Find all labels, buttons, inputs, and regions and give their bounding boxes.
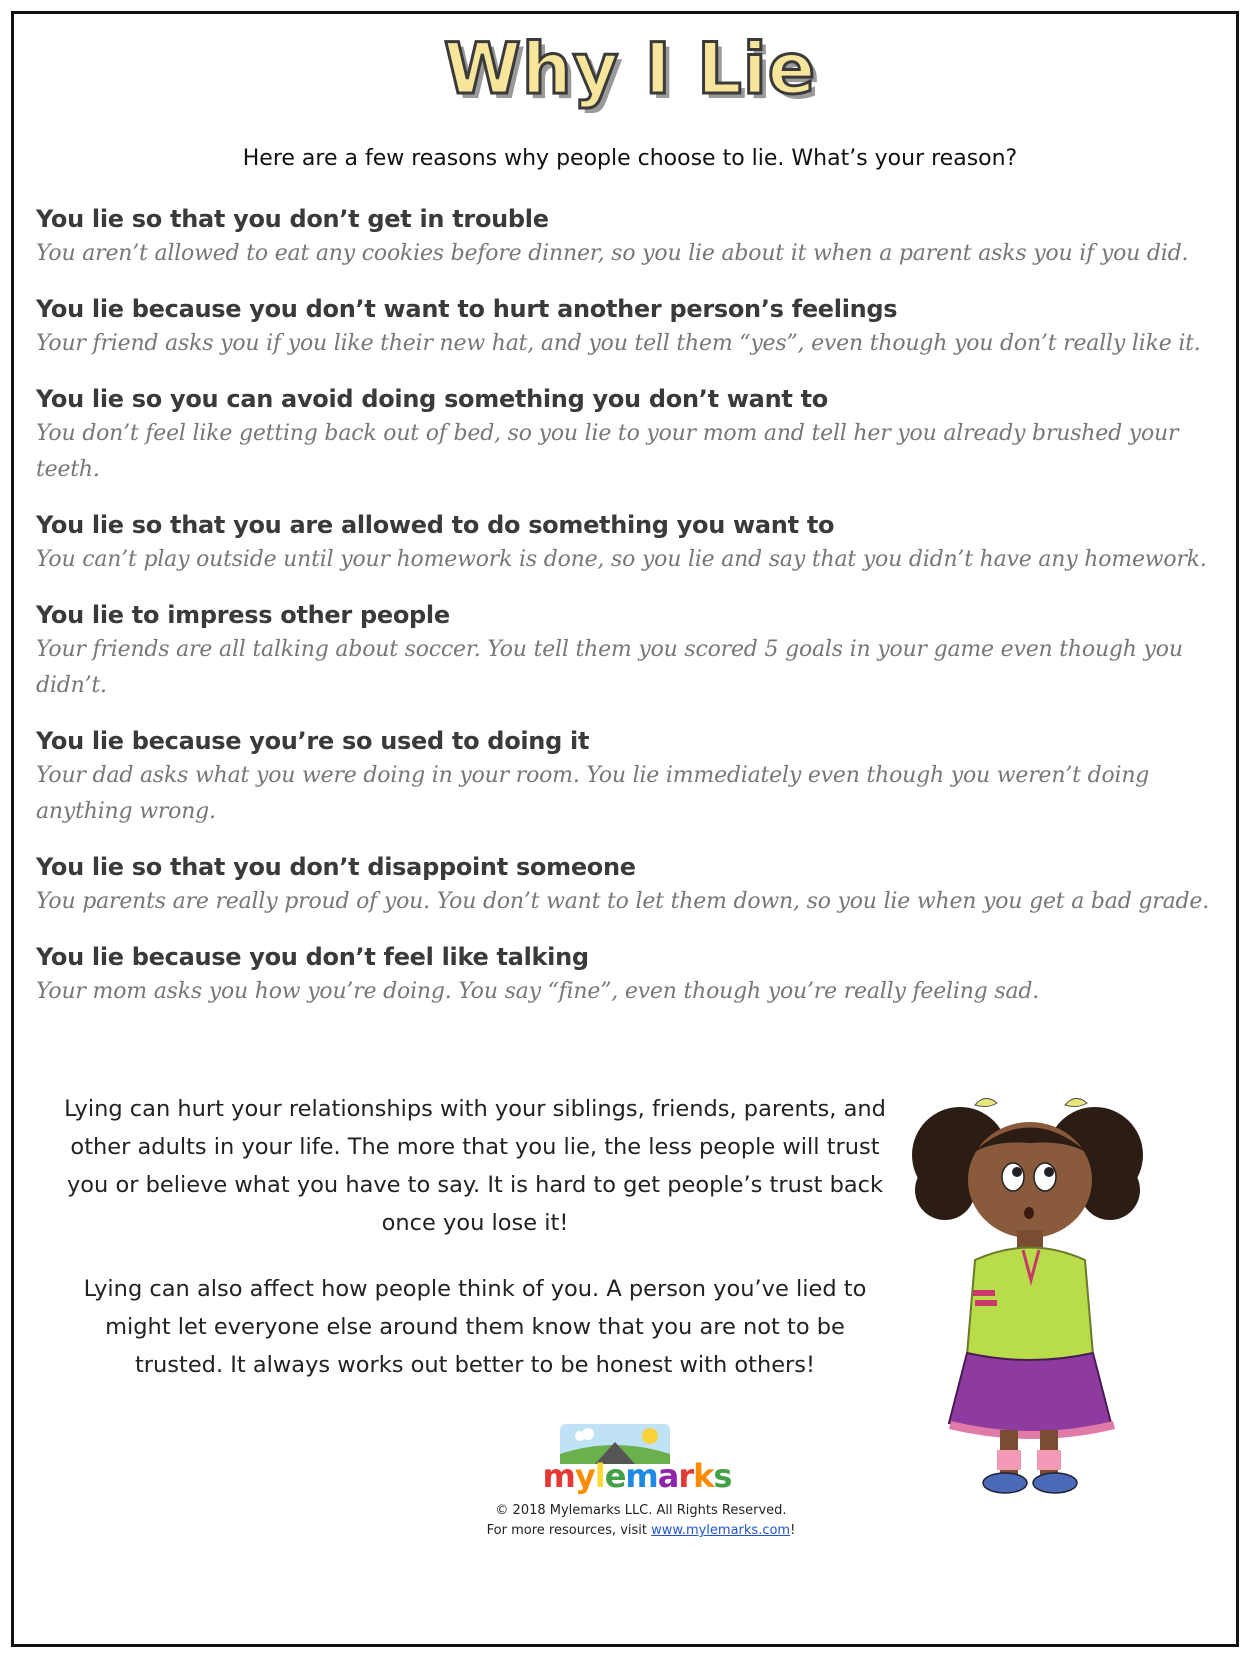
- reason-example: Your friends are all talking about soccer. You tell them you scored 5 goals in your game even though you didn’t.: [36, 637, 1183, 698]
- reason-example: Your dad asks what you were doing in your room. You lie immediately even though you weren’t doing anything wrong.: [36, 763, 1150, 824]
- reason-item: [36, 850, 1226, 920]
- reasons-list: [36, 202, 1226, 1030]
- reason-item: [36, 940, 1226, 1010]
- brand-letter: s: [713, 1457, 732, 1495]
- brand-letter: m: [625, 1457, 658, 1495]
- more-resources: [22, 1523, 1260, 1538]
- brand-letter: e: [604, 1457, 626, 1495]
- reason-example: Your friend asks you if you like their new hat, and you tell them “yes”, even though you don’t really like it.: [36, 331, 1201, 356]
- brand-letter: k: [693, 1457, 714, 1495]
- reason-heading: You lie so that you don’t disappoint someone: [36, 853, 636, 881]
- reason-heading: You lie so you can avoid doing something you don’t want to: [36, 385, 828, 413]
- reason-heading: You lie to impress other people: [36, 601, 450, 629]
- reason-example: You aren’t allowed to eat any cookies before dinner, so you lie about it when a parent asks you if you did.: [36, 241, 1189, 266]
- reason-example: You don’t feel like getting back out of bed, so you lie to your mom and tell her you already brushed your teeth.: [36, 421, 1179, 482]
- reason-item: [36, 202, 1226, 272]
- reason-item: [36, 382, 1226, 488]
- brand-letter: a: [657, 1457, 679, 1495]
- reason-heading: You lie so that you don’t get in trouble: [36, 205, 549, 233]
- brand-name: [14, 1457, 1260, 1495]
- more-resources-prefix: For more resources, visit: [486, 1523, 652, 1538]
- brand-letter: r: [678, 1457, 694, 1495]
- reason-item: [36, 292, 1226, 362]
- reason-item: [36, 724, 1226, 830]
- reason-item: [36, 598, 1226, 704]
- reason-example: You parents are really proud of you. You don’t want to let them down, so you lie when you get a bad grade.: [36, 889, 1209, 914]
- closing-paragraph-relationships: Lying can hurt your relationships with your siblings, friends, parents, and other adults in your life. The more that you lie, the less people will trust you or believe what you have to say. It is hard to get people’s trust back once you lose it!: [64, 1096, 886, 1236]
- reason-example: You can’t play outside until your homework is done, so you lie and say that you didn’t have any homework.: [36, 547, 1207, 572]
- reason-heading: You lie because you don’t want to hurt another person’s feelings: [36, 295, 898, 323]
- reason-example: Your mom asks you how you’re doing. You say “fine”, even though you’re really feeling sad.: [36, 979, 1040, 1004]
- page-title: Why I Lie: [443, 28, 817, 110]
- brand-letter: m: [542, 1457, 575, 1495]
- closing-paragraph-reputation: Lying can also affect how people think of you. A person you’ve lied to might let everyone else around them know that you are not to be trusted. It always works out better to be honest with others!: [83, 1276, 867, 1378]
- reason-item: [36, 508, 1226, 578]
- worried-girl-illustration: [905, 1085, 1165, 1495]
- reason-heading: You lie so that you are allowed to do something you want to: [36, 511, 835, 539]
- copyright-text: © 2018 Mylemarks LLC. All Rights Reserved.: [495, 1503, 787, 1518]
- brand-letter: y: [574, 1457, 595, 1495]
- page-subtitle: Here are a few reasons why people choose to lie. What’s your reason?: [242, 146, 1018, 171]
- brand-letter: l: [594, 1457, 605, 1495]
- reason-heading: You lie because you’re so used to doing it: [36, 727, 590, 755]
- website-link[interactable]: www.mylemarks.com: [651, 1523, 791, 1538]
- reason-heading: You lie because you don’t feel like talking: [36, 943, 589, 971]
- more-resources-suffix: !: [790, 1523, 796, 1538]
